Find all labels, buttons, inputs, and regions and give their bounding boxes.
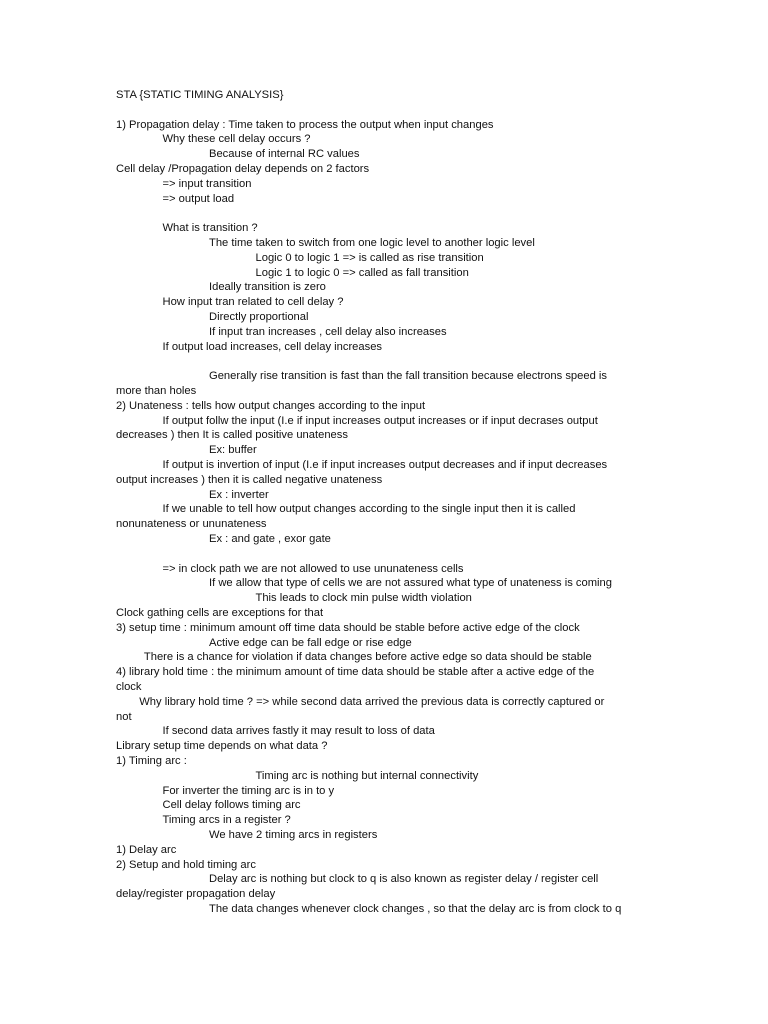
- document-line: Ideally transition is zero: [209, 281, 326, 294]
- document-line: Timing arcs in a register ?: [162, 814, 291, 827]
- document-line: 1) Delay arc: [116, 843, 177, 856]
- document-line: => output load: [162, 192, 235, 205]
- document-line: If output follw the input (I.e if input increases output increases or if input decrases output: [162, 414, 598, 427]
- document-line: Why these cell delay occurs ?: [162, 133, 311, 146]
- document-line: not: [116, 710, 132, 723]
- document-line: 1) Propagation delay : Time taken to process the output when input changes: [116, 118, 494, 131]
- document-line: Cell delay follows timing arc: [162, 799, 301, 812]
- document-line: delay/register propagation delay: [116, 888, 276, 901]
- document-line: For inverter the timing arc is in to y: [162, 784, 335, 797]
- document-line: We have 2 timing arcs in registers: [209, 829, 378, 841]
- document-line: 2) Setup and hold timing arc: [116, 858, 256, 871]
- document-line: If we allow that type of cells we are not assured what type of unateness is coming: [209, 577, 612, 590]
- document-line: Ex: buffer: [209, 444, 257, 457]
- document-line: There is a chance for violation if data changes before active edge so data should be stable: [143, 651, 592, 664]
- document-line: Cell delay /Propagation delay depends on 2 factors: [116, 163, 370, 175]
- document-line: Why library hold time ? => while second data arrived the previous data is correctly captured or: [139, 695, 605, 708]
- document-line: If output load increases, cell delay increases: [162, 340, 383, 353]
- document-line: If second data arrives fastly it may result to loss of data: [162, 725, 435, 738]
- document-line: How input tran related to cell delay ?: [162, 296, 344, 309]
- document-line: Logic 0 to logic 1 => is called as rise transition: [255, 251, 484, 264]
- document-line: 4) library hold time : the minimum amount of time data should be stable after a active edge of the: [116, 666, 595, 679]
- document-line: This leads to clock min pulse width violation: [255, 592, 472, 605]
- document-line: Ex : inverter: [209, 488, 269, 501]
- document-line: If we unable to tell how output changes according to the single input then it is called: [162, 503, 576, 516]
- document-line: Delay arc is nothing but clock to q is also known as register delay / register cell: [209, 873, 599, 886]
- document-line: Library setup time depends on what data ?: [116, 740, 328, 753]
- document-line: clock: [116, 681, 142, 693]
- document-line: Timing arc is nothing but internal connectivity: [255, 769, 479, 782]
- document-line: If output is invertion of input (I.e if input increases output decreases and if input decreases: [162, 459, 608, 471]
- document-line: output increases ) then it is called negative unateness: [116, 473, 383, 486]
- document-line: 1) Timing arc :: [116, 755, 187, 767]
- document-line: more than holes: [116, 385, 197, 397]
- document-line: 2) Unateness : tells how output changes according to the input: [116, 399, 426, 412]
- document-line: => in clock path we are not allowed to use ununateness cells: [162, 562, 464, 575]
- document-line: Ex : and gate , exor gate: [209, 533, 331, 545]
- document-line: Logic 1 to logic 0 => called as fall transition: [255, 266, 469, 279]
- document-line: Clock gathing cells are exceptions for that: [116, 607, 324, 619]
- document-line: Generally rise transition is fast than the fall transition because electrons speed is: [209, 370, 607, 383]
- document-line: Directly proportional: [209, 311, 309, 323]
- document-line: What is transition ?: [162, 222, 258, 235]
- document-line: decreases ) then It is called positive unateness: [116, 429, 348, 442]
- document-line: The time taken to switch from one logic level to another logic level: [209, 237, 535, 249]
- document-line: STA {STATIC TIMING ANALYSIS}: [116, 89, 284, 101]
- document-line: The data changes whenever clock changes , so that the delay arc is from clock to q: [209, 903, 622, 915]
- document-line: => input transition: [162, 177, 252, 190]
- document-line: If input tran increases , cell delay also increases: [209, 325, 447, 338]
- document-line: Because of internal RC values: [209, 148, 360, 161]
- document-line: Active edge can be fall edge or rise edge: [209, 636, 412, 649]
- document-line: 3) setup time : minimum amount off time data should be stable before active edge of the clock: [116, 621, 580, 634]
- document-line: nonunateness or ununateness: [116, 518, 267, 531]
